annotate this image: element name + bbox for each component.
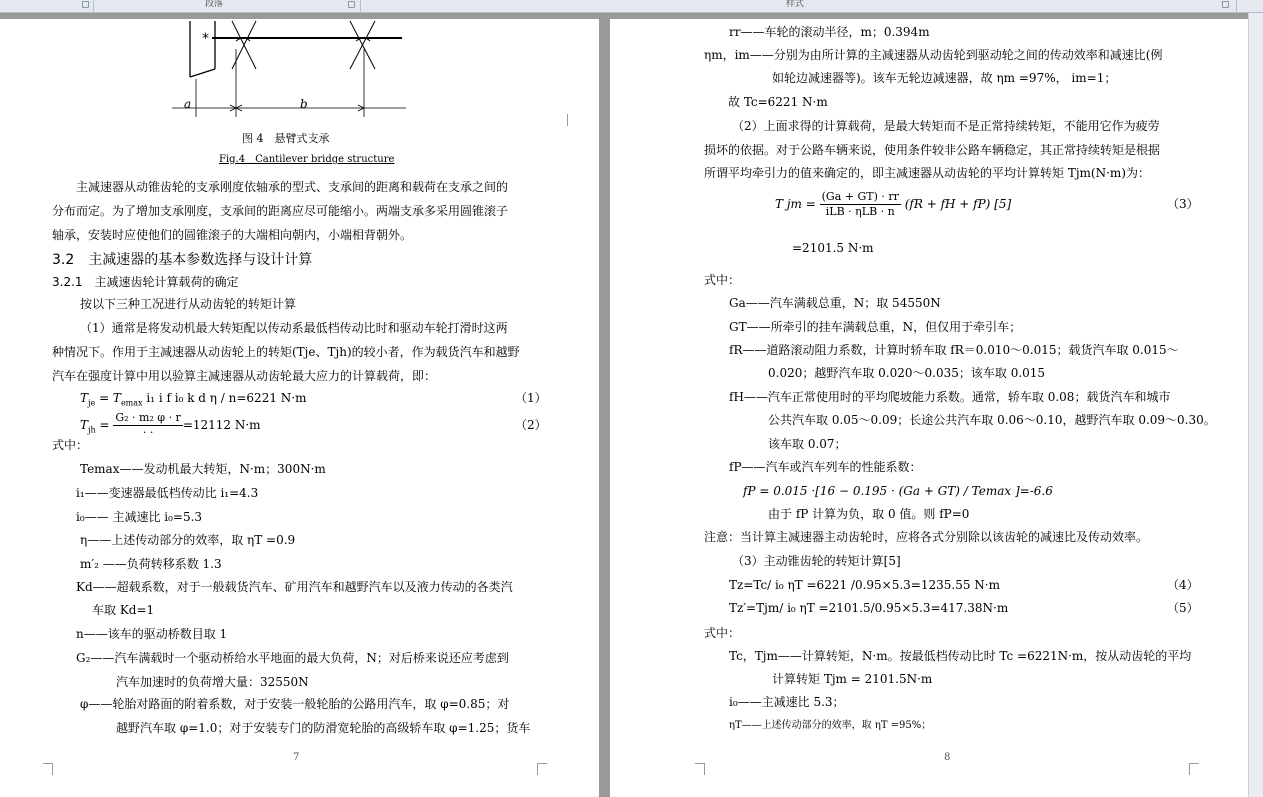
note-line: 注意：当计算主减速器主动齿轮时，应将各式分别除以该齿轮的减速比及传动效率。 (704, 530, 1149, 544)
document-page-7[interactable] (0, 19, 599, 797)
definition-line: n——该车的驱动桥数目取 1 (76, 627, 228, 641)
vertical-scrollbar[interactable] (1248, 13, 1263, 797)
equation-5: Tz′=Tjm/ i₀ ηT =2101.5/0.95×5.3=417.38N·m (729, 601, 1009, 615)
body-line: 轴承，安装时应使他们的圆锥滚子的大端相向朝内，小端相背朝外。 (52, 228, 413, 242)
body-line: 由于 fP 计算为负，取 0 值。则 fP=0 (768, 507, 970, 521)
definition-line: 该车取 0.07； (768, 437, 847, 451)
body-line: 损坏的依据。对于公路车辆来说，使用条件较非公路车辆稳定，其正常持续转矩是根据 (704, 143, 1161, 157)
paragraph-dialog-launcher-icon[interactable] (348, 1, 355, 8)
page-number: 8 (944, 752, 951, 763)
figure-label-b: b (300, 97, 308, 111)
definition-line: G₂——汽车满载时一个驱动桥给水平地面的最大负荷，N；对后桥来说还应考虑到 (76, 651, 509, 665)
definition-line: 0.020；越野汽车取 0.020～0.035；该车取 0.015 (768, 366, 1046, 380)
definition-line: Kd——超载系数，对于一般载货汽车、矿用汽车和越野汽车以及液力传动的各类汽 (76, 580, 513, 594)
equation-number: （2） (515, 418, 547, 432)
equation-3: T jm = $\frac{(Ga + GT) \cdot rr}{\text{iLB · ηLB · n}}$ (fR + fH + fP) [5] (775, 190, 1012, 218)
definition-line: 如轮边减速器等)。该车无轮边减速器，故 ηm =97%， im=1； (772, 71, 1117, 85)
definition-line: i₁——变速器最低档传动比 i₁=4.3 (76, 486, 259, 500)
figure-caption-cn: 图 4 悬臂式支承 (242, 132, 330, 145)
margin-mark (537, 763, 547, 764)
definition-line: Ga——汽车满载总重，N；取 54550N (729, 296, 941, 310)
subsection-heading-3-2-1: 3.2.1 主减速齿轮计算载荷的确定 (52, 275, 239, 289)
definition-line: fH——汽车正常使用时的平均爬坡能力系数。通常，轿车取 0.08；载货汽车和城市 (729, 390, 1171, 404)
definition-line: 车取 Kd=1 (92, 603, 155, 617)
page-gap (599, 13, 610, 797)
body-line: （1）通常是将发动机最大转矩配以传动系最低档传动比时和驱动车轮打滑时这两 (80, 321, 508, 335)
definition-line: m′₂ ——负荷转移系数 1.3 (80, 557, 222, 571)
margin-mark (1189, 763, 1190, 775)
body-line: 按以下三种工况进行从动齿轮的转矩计算 (80, 297, 297, 311)
ribbon-separator (93, 0, 94, 12)
equation-result: =2101.5 N·m (792, 241, 874, 255)
definition-line: 公共汽车取 0.05～0.09；长途公共汽车取 0.06～0.10，越野汽车取 0.09～0.30。 (768, 413, 1216, 427)
body-line: 汽车在强度计算中用以验算主减速器从动齿轮最大应力的计算载荷，即： (52, 369, 437, 383)
definition-line: 汽车加速时的负荷增大量：32550N (116, 675, 309, 689)
definition-line: 越野汽车取 φ=1.0；对于安装专门的防滑宽轮胎的高级轿车取 φ=1.25；货车 (116, 721, 531, 735)
margin-mark (52, 763, 53, 775)
definition-line: 计算转矩 Tjm = 2101.5N·m (772, 672, 933, 686)
where-label: 式中： (704, 626, 741, 640)
where-label: 式中： (704, 273, 741, 287)
ribbon-group-paragraph[interactable]: 段落 (205, 0, 224, 9)
margin-mark (567, 114, 568, 126)
body-line: （3）主动锥齿轮的转矩计算[5] (732, 554, 901, 568)
body-line: 主减速器从动锥齿轮的支承刚度依轴承的型式、支承间的距离和载荷在支承之间的 (76, 180, 509, 194)
definition-line: Tc，Tjm——计算转矩，N·m。按最低档传动比时 Tc =6221N·m，按从动齿轮的平均 (729, 649, 1192, 663)
margin-mark (1189, 763, 1199, 764)
ribbon-bar (0, 0, 1263, 13)
equation-1: $T_{je} = T_{emax}$ i₁ i f i₀ k d η / n=6221 N·m (80, 391, 307, 408)
ribbon-separator (1236, 0, 1237, 12)
equation-number: （1） (515, 391, 547, 405)
margin-mark (704, 763, 705, 775)
fp-equation: fP = 0.015 ·[16 − 0.195 · (Ga + GT) / Temax ]=-6.6 (743, 484, 1053, 498)
definition-line: ηT——上述传动部分的效率，取 ηT =95%； (729, 720, 932, 731)
definition-line: Temax——发动机最大转矩，N·m；300N·m (80, 462, 326, 476)
equation-4: Tz=Tc/ i₀ ηT =6221 /0.95×5.3=1235.55 N·m (729, 578, 1000, 592)
equation-2: $T_{jh}$ = $\frac{\text{G₂ · m₂ φ · r}}{\cdot \cdot}$ =12112 N·m (80, 411, 261, 439)
definition-line: fR——道路滚动阻力系数，计算时轿车取 fR＝0.010～0.015；载货汽车取 0.015～ (729, 343, 1179, 357)
definition-line: GT——所牵引的挂车满载总重，N，但仅用于牵引车； (729, 320, 1022, 334)
figure-label-a: a (184, 97, 192, 111)
where-label: 式中： (52, 438, 89, 452)
body-line: 所谓平均牵引力的值来确定的，即主减速器从动齿轮的平均计算转矩 Tjm(N·m)为： (704, 166, 1150, 180)
definition-line: rr——车轮的滚动半径，m；0.394m (729, 25, 930, 39)
margin-mark (537, 763, 538, 775)
ribbon-group-styles[interactable]: 样式 (786, 0, 805, 9)
ribbon-separator (360, 0, 361, 12)
definition-line: η——上述传动部分的效率，取 ηT =0.9 (80, 533, 296, 547)
figure-caption-en: Fig.4 Cantilever bridge structure (219, 154, 395, 165)
body-line: 分布而定。为了增加支承刚度，支承间的距离应尽可能缩小。两端支承多采用圆锥滚子 (52, 204, 509, 218)
font-dialog-launcher-icon[interactable] (82, 1, 89, 8)
styles-dialog-launcher-icon[interactable] (1222, 1, 1229, 8)
margin-mark (43, 763, 53, 764)
equation-number: （3） (1167, 197, 1199, 211)
figure-cantilever-drawing (170, 19, 410, 119)
definition-line: fP——汽车或汽车列车的性能系数： (729, 460, 922, 474)
document-page-8[interactable] (610, 19, 1248, 797)
equation-number: （5） (1167, 601, 1199, 615)
equation-number: （4） (1167, 578, 1199, 592)
definition-line: ηm，im——分别为由所计算的主减速器从动齿轮到驱动轮之间的传动效率和减速比(例 (704, 48, 1163, 62)
svg-text:*: * (202, 31, 209, 47)
body-line: 故 Tc=6221 N·m (728, 95, 828, 109)
body-line: 种情况下。作用于主减速器从动齿轮上的转矩(Tje、Tjh)的较小者，作为载货汽车和越野 (52, 345, 520, 359)
definition-line: i₀——主减速比 5.3； (729, 695, 845, 709)
definition-line: φ——轮胎对路面的附着系数，对于安装一般轮胎的公路用汽车，取 φ=0.85；对 (80, 697, 510, 711)
section-heading-3-2: 3.2 主减速器的基本参数选择与设计计算 (52, 252, 313, 268)
definition-line: i₀—— 主减速比 i₀=5.3 (76, 510, 203, 524)
body-line: （2）上面求得的计算载荷，是最大转矩而不是正常持续转矩，不能用它作为疲劳 (732, 119, 1160, 133)
page-number: 7 (293, 752, 300, 763)
margin-mark (695, 763, 705, 764)
